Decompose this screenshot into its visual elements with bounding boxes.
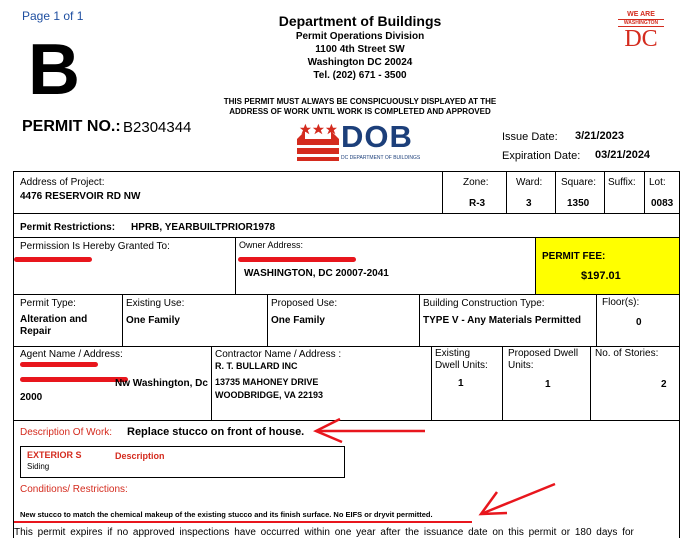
display-notice-line1: THIS PERMIT MUST ALWAYS BE CONSPICUOUSLY DISPLAYED AT THE xyxy=(223,97,497,106)
permission-label: Permission Is Hereby Granted To: xyxy=(20,241,170,252)
construction-type-label: Building Construction Type: xyxy=(423,298,545,309)
redaction-mark xyxy=(238,257,356,262)
permit-fee-cell xyxy=(535,237,680,295)
display-notice-line2: ADDRESS OF WORK UNTIL WORK IS COMPLETED AND APPROVED xyxy=(229,107,491,116)
conditions-label: Conditions/ Restrictions: xyxy=(20,484,128,495)
contractor-city: WOODBRIDGE, VA 22193 xyxy=(215,390,324,400)
permit-type-label: Permit Type: xyxy=(20,298,76,309)
proposed-use: One Family xyxy=(271,315,325,326)
permit-type-line2: Repair xyxy=(20,326,52,337)
zone-label: Zone: xyxy=(463,177,489,188)
agent-zip: 2000 xyxy=(20,392,43,403)
redaction-mark xyxy=(20,362,98,367)
dc-logo-line1: WE ARE xyxy=(627,11,655,18)
expiration-date: 03/21/2024 xyxy=(595,149,651,161)
stories-value: 2 xyxy=(661,379,667,390)
stories-label: No. of Stories: xyxy=(595,348,659,359)
permit-fee: $197.01 xyxy=(581,270,621,282)
department-street: 1100 4th Street SW xyxy=(315,44,405,55)
agent-label: Agent Name / Address: xyxy=(20,349,123,360)
existing-use: One Family xyxy=(126,315,180,326)
project-address: 4476 RESERVOIR RD NW xyxy=(20,191,141,202)
expiry-footer: This permit expires if no approved inspections have occurred within one year after the issuance date on this permit or 180 days for xyxy=(14,527,634,538)
construction-type: TYPE V - Any Materials Permitted xyxy=(423,315,582,326)
permit-type-line1: Alteration and xyxy=(20,314,88,325)
existing-dwell-label: Existing Dwell Units: xyxy=(435,348,488,371)
conditions-text: New stucco to match the chemical makeup of the existing stucco and its finish surface. No EIFS or dryvit permitted. xyxy=(20,510,433,519)
issue-date-label: Issue Date: xyxy=(502,131,558,143)
redaction-mark xyxy=(14,257,92,262)
work-detail-item: Siding xyxy=(27,462,50,471)
contractor-label: Contractor Name / Address : xyxy=(215,349,342,360)
issue-date: 3/21/2023 xyxy=(575,130,624,142)
department-name: Department of Buildings xyxy=(278,13,442,29)
proposed-use-label: Proposed Use: xyxy=(271,298,338,309)
suffix-label: Suffix: xyxy=(608,177,636,188)
dob-logo xyxy=(295,119,430,163)
existing-use-label: Existing Use: xyxy=(126,298,185,309)
permit-number: B2304344 xyxy=(123,119,192,136)
dob-logo-subtitle: DC DEPARTMENT OF BUILDINGS xyxy=(341,155,421,161)
square-label: Square: xyxy=(561,177,597,188)
proposed-dwell-value: 1 xyxy=(545,379,551,390)
dc-logo-line3: DC xyxy=(624,26,658,52)
dc-logo-line2: WASHINGTON xyxy=(618,19,664,27)
annotation-arrow-icon xyxy=(475,480,565,520)
ward-value: 3 xyxy=(526,198,532,209)
annotation-arrow-icon xyxy=(310,414,430,444)
expiration-date-label: Expiration Date: xyxy=(502,150,581,162)
permit-number-label: PERMIT NO.: xyxy=(22,118,121,135)
work-detail-title: EXTERIOR S xyxy=(27,450,82,460)
contractor-street: 13735 MAHONEY DRIVE xyxy=(215,377,319,387)
page-indicator: Page 1 of 1 xyxy=(22,9,84,23)
project-address-label: Address of Project: xyxy=(20,177,105,188)
division-name: Permit Operations Division xyxy=(295,31,425,42)
dob-logo-text: DOB xyxy=(341,119,413,154)
department-city: Washington DC 20024 xyxy=(307,57,413,68)
department-phone: Tel. (202) 671 - 3500 xyxy=(313,70,407,81)
owner-address-label: Owner Address: xyxy=(239,240,304,250)
ward-label: Ward: xyxy=(516,177,543,188)
zone-value: R-3 xyxy=(469,198,486,209)
underline-mark xyxy=(14,521,472,523)
floors-value: 0 xyxy=(636,317,642,328)
proposed-dwell-label: Proposed Dwell Units: xyxy=(508,348,579,371)
square-value: 1350 xyxy=(567,198,590,209)
permit-fee-label: PERMIT FEE: xyxy=(542,251,606,262)
work-description-label: Description Of Work: xyxy=(20,427,113,438)
owner-city: WASHINGTON, DC 20007-2041 xyxy=(244,268,389,279)
floors-label: Floor(s): xyxy=(602,297,640,308)
work-detail-desc-label: Description xyxy=(115,451,165,461)
redaction-mark xyxy=(20,377,128,382)
dob-flag-icon xyxy=(295,123,341,163)
permit-class-letter: B xyxy=(28,30,80,110)
agent-partial-address: Nw Washington, Dc xyxy=(115,378,208,389)
contractor-name: R. T. BULLARD INC xyxy=(215,361,298,371)
existing-dwell-value: 1 xyxy=(458,378,464,389)
work-description: Replace stucco on front of house. xyxy=(127,426,305,438)
lot-value: 0083 xyxy=(651,198,674,209)
restrictions-value: HPRB, YEARBUILTPRIOR1978 xyxy=(131,222,276,233)
we-are-dc-logo xyxy=(618,11,664,51)
lot-label: Lot: xyxy=(649,177,666,188)
restrictions-label: Permit Restrictions: xyxy=(20,222,116,233)
